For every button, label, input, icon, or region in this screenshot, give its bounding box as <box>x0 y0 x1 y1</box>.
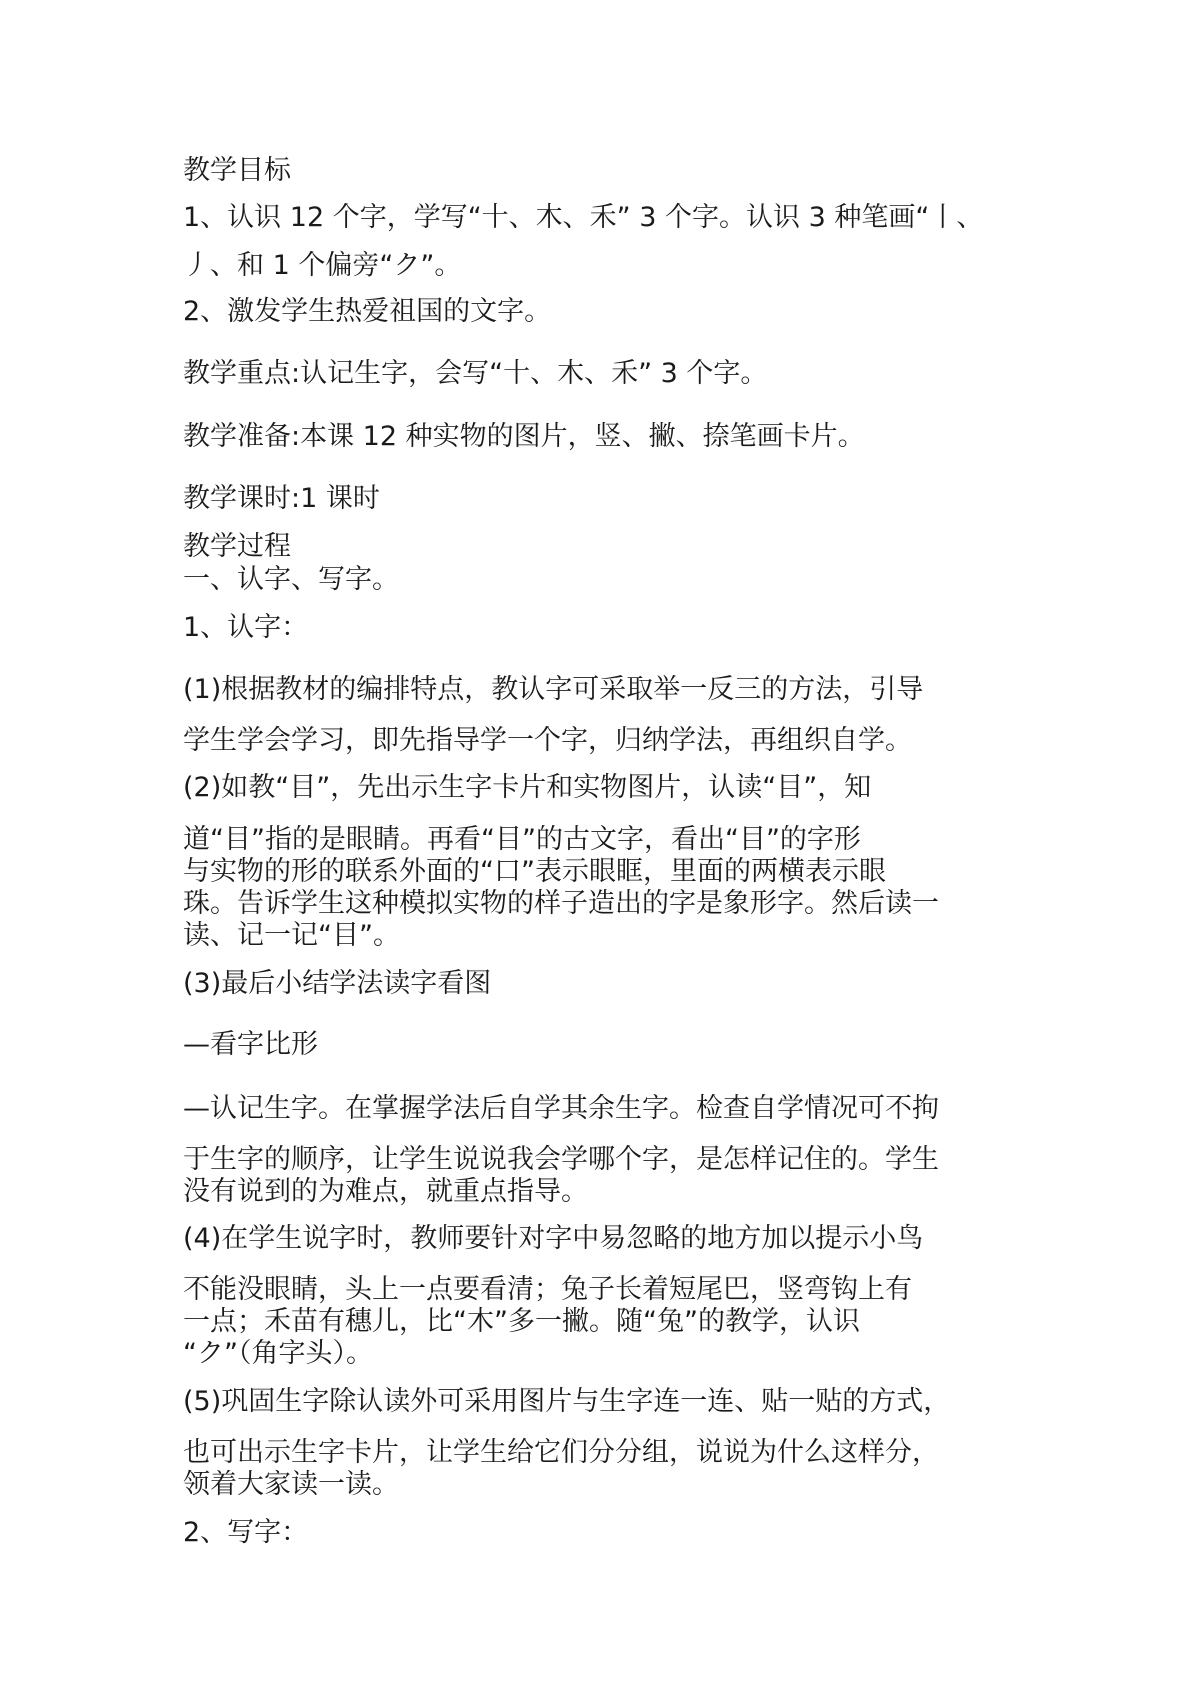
subsection-recognize: 1、认字： <box>183 612 309 643</box>
paragraph-2-line-4: 珠。告诉学生这种模拟实物的样子造出的字是象形字。然后读一 <box>183 888 939 919</box>
goal-1-line-1: 1、认识 12 个字，学写“十、木、禾” 3 个字。认识 3 种笔画“丨、 <box>183 202 984 233</box>
paragraph-2-line-2: 道“目”指的是眼睛。再看“目”的古文字，看出“目”的字形 <box>183 824 861 855</box>
paragraph-1-line-1: (1)根据教材的编排特点，教认字可采取举一反三的方法，引导 <box>183 674 924 705</box>
paragraph-4-line-1: (4)在学生说字时，教师要针对字中易忽略的地方加以提示小鸟 <box>183 1223 924 1254</box>
goal-2: 2、激发学生热爱祖国的文字。 <box>183 296 552 327</box>
paragraph-4-line-3: 一点；禾苗有穗儿，比“木”多一撇。随“兔”的教学，认识 <box>183 1306 860 1337</box>
paragraph-4-line-2: 不能没眼睛，头上一点要看清；兔子长着短尾巴，竖弯钩上有 <box>183 1274 912 1305</box>
subsection-write: 2、写字： <box>183 1517 309 1548</box>
paragraph-5-line-3: 领着大家读一读。 <box>183 1469 399 1500</box>
teaching-preparation: 教学准备:本课 12 种实物的图片，竖、撇、捺笔画卡片。 <box>183 421 865 452</box>
teaching-focus: 教学重点:认记生字，会写“十、木、禾” 3 个字。 <box>183 358 768 389</box>
paragraph-2-line-1: (2)如教“目”，先出示生字卡片和实物图片，认读“目”，知 <box>183 772 872 803</box>
dash-line-4: 没有说到的为难点，就重点指导。 <box>183 1176 588 1207</box>
teaching-hours: 教学课时:1 课时 <box>183 483 380 514</box>
heading-teaching-goals: 教学目标 <box>183 155 291 186</box>
goal-1-line-2: 丿、和 1 个偏旁“ク”。 <box>183 250 462 281</box>
paragraph-2-line-3: 与实物的形的联系外面的“口”表示眼眶，里面的两横表示眼 <box>183 856 886 887</box>
heading-teaching-process: 教学过程 <box>183 531 291 562</box>
paragraph-5-line-2: 也可出示生字卡片，让学生给它们分分组，说说为什么这样分， <box>183 1437 939 1468</box>
paragraph-3: (3)最后小结学法读字看图 <box>183 968 492 999</box>
dash-line-2: —认记生字。在掌握学法后自学其余生字。检查自学情况可不拘 <box>183 1093 939 1124</box>
dash-line-3: 于生字的顺序，让学生说说我会学哪个字，是怎样记住的。学生 <box>183 1144 939 1175</box>
paragraph-2-line-5: 读、记一记“目”。 <box>183 920 400 951</box>
section-1-title: 一、认字、写字。 <box>183 564 399 595</box>
paragraph-1-line-2: 学生学会学习，即先指导学一个字，归纳学法，再组织自学。 <box>183 725 912 756</box>
dash-line-1: —看字比形 <box>183 1029 318 1060</box>
paragraph-4-line-4: “ク”（角字头）。 <box>183 1338 373 1369</box>
paragraph-5-line-1: (5)巩固生字除认读外可采用图片与生字连一连、贴一贴的方式， <box>183 1386 951 1417</box>
